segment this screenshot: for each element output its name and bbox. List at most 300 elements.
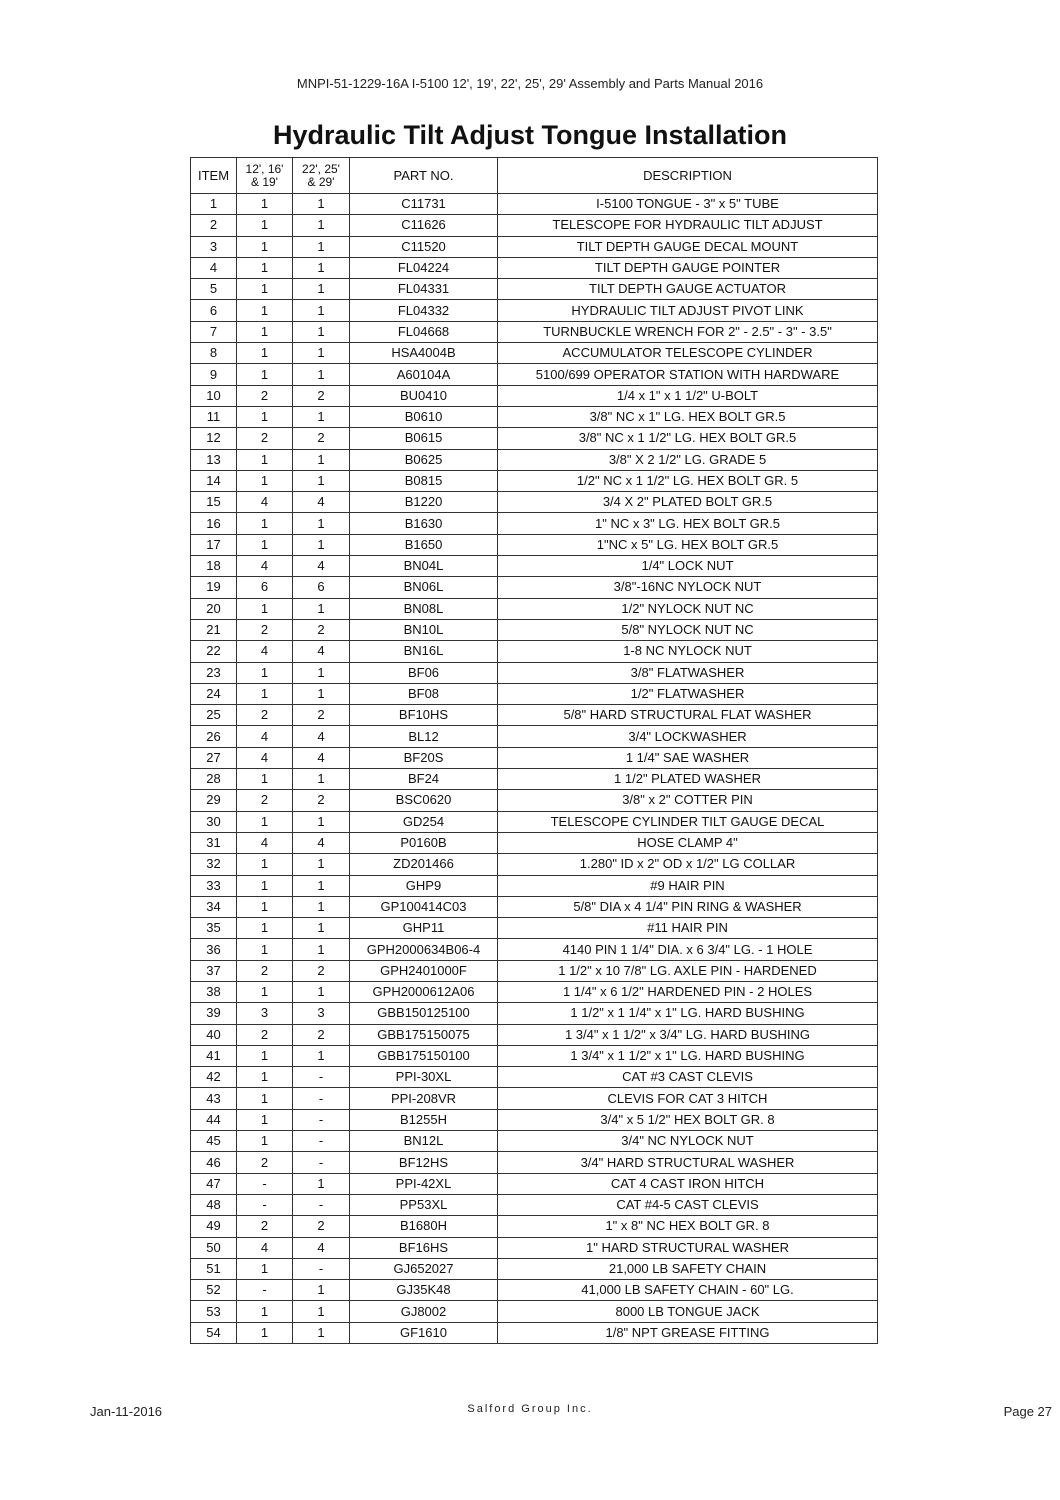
qty-small-cell: 3: [237, 1003, 293, 1024]
qty-small-cell: 4: [237, 492, 293, 513]
table-row: [191, 1237, 878, 1258]
description-cell: 1 1/4" x 6 1/2" HARDENED PIN - 2 HOLES: [498, 981, 878, 1002]
qty-large-cell: 4: [293, 832, 350, 853]
part-no-cell: GBB150125100: [350, 1003, 498, 1024]
item-cell: 52: [191, 1280, 237, 1301]
qty-small-cell: 4: [237, 726, 293, 747]
qty-large-cell: 4: [293, 726, 350, 747]
item-cell: 27: [191, 747, 237, 768]
description-cell: 1/4 x 1" x 1 1/2" U-BOLT: [498, 385, 878, 406]
item-cell: 35: [191, 918, 237, 939]
part-no-cell: GBB175150075: [350, 1024, 498, 1045]
part-no-cell: FL04224: [350, 257, 498, 278]
table-row: [191, 257, 878, 278]
qty-large-cell: 1: [293, 470, 350, 491]
table-row: [191, 406, 878, 427]
description-cell: 41,000 LB SAFETY CHAIN - 60" LG.: [498, 1280, 878, 1301]
description-cell: 1 3/4" x 1 1/2" x 1" LG. HARD BUSHING: [498, 1045, 878, 1066]
table-row: [191, 1322, 878, 1343]
table-row: [191, 598, 878, 619]
item-cell: 38: [191, 981, 237, 1002]
qty-large-cell: 2: [293, 619, 350, 640]
part-no-cell: GJ8002: [350, 1301, 498, 1322]
table-row: [191, 875, 878, 896]
item-cell: 17: [191, 534, 237, 555]
part-no-cell: BF20S: [350, 747, 498, 768]
table-row: [191, 1216, 878, 1237]
qty-large-cell: 2: [293, 705, 350, 726]
description-cell: 1/8" NPT GREASE FITTING: [498, 1322, 878, 1343]
qty-small-cell: 1: [237, 683, 293, 704]
table-row: [191, 1173, 878, 1194]
description-cell: 1 1/2" x 10 7/8" LG. AXLE PIN - HARDENED: [498, 960, 878, 981]
qty-large-cell: 1: [293, 236, 350, 257]
qty-large-cell: 1: [293, 1173, 350, 1194]
qty-large-cell: 1: [293, 215, 350, 236]
item-cell: 11: [191, 406, 237, 427]
description-cell: 3/4" HARD STRUCTURAL WASHER: [498, 1152, 878, 1173]
qty-small-cell: 1: [237, 236, 293, 257]
qty-small-cell: 1: [237, 896, 293, 917]
table-row: [191, 1258, 878, 1279]
qty-large-cell: 1: [293, 321, 350, 342]
item-cell: 22: [191, 641, 237, 662]
qty-small-cell: 1: [237, 662, 293, 683]
qty-large-cell: 1: [293, 257, 350, 278]
table-row: [191, 449, 878, 470]
qty-small-cell: 1: [237, 981, 293, 1002]
page-header: MNPI-51-1229-16A I-5100 12', 19', 22', 25', 29' Assembly and Parts Manual 2016: [296, 76, 764, 91]
part-no-cell: GJ35K48: [350, 1280, 498, 1301]
part-no-cell: BF10HS: [350, 705, 498, 726]
qty-small-cell: 1: [237, 875, 293, 896]
table-row: [191, 1280, 878, 1301]
table-row: [191, 428, 878, 449]
part-no-cell: C11626: [350, 215, 498, 236]
item-cell: 45: [191, 1131, 237, 1152]
part-no-cell: GBB175150100: [350, 1045, 498, 1066]
part-no-cell: GD254: [350, 811, 498, 832]
item-cell: 49: [191, 1216, 237, 1237]
qty-large-cell: 4: [293, 747, 350, 768]
table-row: [191, 918, 878, 939]
description-cell: CLEVIS FOR CAT 3 HITCH: [498, 1088, 878, 1109]
description-cell: TURNBUCKLE WRENCH FOR 2" - 2.5" - 3" - 3.5": [498, 321, 878, 342]
qty-large-cell: 1: [293, 300, 350, 321]
description-cell: 1/2" NC x 1 1/2" LG. HEX BOLT GR. 5: [498, 470, 878, 491]
qty-large-cell: 1: [293, 811, 350, 832]
qty-large-cell: -: [293, 1088, 350, 1109]
qty-large-cell: -: [293, 1131, 350, 1152]
item-cell: 8: [191, 343, 237, 364]
item-cell: 4: [191, 257, 237, 278]
description-cell: 3/8"-16NC NYLOCK NUT: [498, 577, 878, 598]
qty-small-cell: 1: [237, 1131, 293, 1152]
description-cell: HYDRAULIC TILT ADJUST PIVOT LINK: [498, 300, 878, 321]
description-cell: 1" HARD STRUCTURAL WASHER: [498, 1237, 878, 1258]
page-title: Hydraulic Tilt Adjust Tongue Installation: [272, 120, 788, 150]
qty-small-cell: 1: [237, 194, 293, 215]
table-row: [191, 513, 878, 534]
qty-small-cell: 1: [237, 918, 293, 939]
table-row: [191, 662, 878, 683]
table-row: [191, 1088, 878, 1109]
item-cell: 13: [191, 449, 237, 470]
part-no-cell: FL04668: [350, 321, 498, 342]
qty-small-cell: 1: [237, 513, 293, 534]
description-cell: 5/8" HARD STRUCTURAL FLAT WASHER: [498, 705, 878, 726]
item-cell: 50: [191, 1237, 237, 1258]
part-no-cell: BN12L: [350, 1131, 498, 1152]
qty-large-cell: 1: [293, 449, 350, 470]
qty-small-cell: 1: [237, 1301, 293, 1322]
part-no-cell: C11520: [350, 236, 498, 257]
qty-large-cell: 1: [293, 939, 350, 960]
part-no-cell: BF24: [350, 769, 498, 790]
item-cell: 25: [191, 705, 237, 726]
column-header-qty-small: [237, 158, 293, 194]
description-cell: 1 1/2" PLATED WASHER: [498, 769, 878, 790]
qty-small-cell: 4: [237, 641, 293, 662]
qty-small-cell: 2: [237, 790, 293, 811]
description-cell: TILT DEPTH GAUGE POINTER: [498, 257, 878, 278]
table-row: [191, 619, 878, 640]
qty-small-cell: 2: [237, 960, 293, 981]
qty-large-cell: -: [293, 1258, 350, 1279]
description-cell: 1"NC x 5" LG. HEX BOLT GR.5: [498, 534, 878, 555]
table-row: [191, 321, 878, 342]
qty-large-cell: -: [293, 1152, 350, 1173]
item-cell: 46: [191, 1152, 237, 1173]
part-no-cell: B0610: [350, 406, 498, 427]
part-no-cell: PPI-208VR: [350, 1088, 498, 1109]
qty-small-cell: 1: [237, 1109, 293, 1130]
description-cell: 1" x 8" NC HEX BOLT GR. 8: [498, 1216, 878, 1237]
qty-large-cell: 3: [293, 1003, 350, 1024]
description-cell: 3/8" x 2" COTTER PIN: [498, 790, 878, 811]
item-cell: 28: [191, 769, 237, 790]
item-cell: 33: [191, 875, 237, 896]
table-header-row: [191, 158, 878, 194]
table-row: [191, 194, 878, 215]
item-cell: 5: [191, 279, 237, 300]
item-cell: 43: [191, 1088, 237, 1109]
description-cell: 3/4" NC NYLOCK NUT: [498, 1131, 878, 1152]
part-no-cell: BF08: [350, 683, 498, 704]
qty-small-cell: -: [237, 1173, 293, 1194]
item-cell: 1: [191, 194, 237, 215]
table-row: [191, 811, 878, 832]
table-row: [191, 1045, 878, 1066]
description-cell: 1" NC x 3" LG. HEX BOLT GR.5: [498, 513, 878, 534]
qty-large-cell: 1: [293, 662, 350, 683]
description-cell: 1.280" ID x 2" OD x 1/2" LG COLLAR: [498, 854, 878, 875]
item-cell: 20: [191, 598, 237, 619]
item-cell: 9: [191, 364, 237, 385]
qty-large-cell: 1: [293, 343, 350, 364]
parts-table-body: [191, 194, 878, 1344]
qty-large-cell: 1: [293, 981, 350, 1002]
table-row: [191, 556, 878, 577]
item-cell: 16: [191, 513, 237, 534]
qty-large-cell: 1: [293, 194, 350, 215]
table-row: [191, 236, 878, 257]
table-row: [191, 705, 878, 726]
table-row: [191, 300, 878, 321]
qty-large-cell: 1: [293, 918, 350, 939]
qty-small-cell: 1: [237, 343, 293, 364]
part-no-cell: B1255H: [350, 1109, 498, 1130]
description-cell: TELESCOPE CYLINDER TILT GAUGE DECAL: [498, 811, 878, 832]
qty-large-cell: -: [293, 1194, 350, 1215]
qty-small-cell: 1: [237, 279, 293, 300]
item-cell: 39: [191, 1003, 237, 1024]
column-header-part-no: PART NO.: [350, 158, 498, 194]
qty-large-cell: 1: [293, 364, 350, 385]
part-no-cell: FL04332: [350, 300, 498, 321]
item-cell: 14: [191, 470, 237, 491]
part-no-cell: BN08L: [350, 598, 498, 619]
qty-large-cell: 2: [293, 428, 350, 449]
qty-small-cell: 4: [237, 1237, 293, 1258]
qty-small-cell: 1: [237, 854, 293, 875]
item-cell: 2: [191, 215, 237, 236]
table-row: [191, 343, 878, 364]
part-no-cell: B0615: [350, 428, 498, 449]
qty-large-cell: 1: [293, 279, 350, 300]
item-cell: 7: [191, 321, 237, 342]
qty-large-cell: 2: [293, 960, 350, 981]
part-no-cell: BF16HS: [350, 1237, 498, 1258]
qty-large-cell: 1: [293, 875, 350, 896]
part-no-cell: BF06: [350, 662, 498, 683]
part-no-cell: ZD201466: [350, 854, 498, 875]
table-row: [191, 470, 878, 491]
item-cell: 53: [191, 1301, 237, 1322]
table-row: [191, 215, 878, 236]
part-no-cell: FL04331: [350, 279, 498, 300]
description-cell: 5/8" DIA x 4 1/4" PIN RING & WASHER: [498, 896, 878, 917]
table-row: [191, 1109, 878, 1130]
part-no-cell: BN10L: [350, 619, 498, 640]
qty-small-cell: 1: [237, 1322, 293, 1343]
qty-large-cell: -: [293, 1109, 350, 1130]
table-row: [191, 1003, 878, 1024]
item-cell: 15: [191, 492, 237, 513]
table-row: [191, 1067, 878, 1088]
part-no-cell: HSA4004B: [350, 343, 498, 364]
table-row: [191, 385, 878, 406]
part-no-cell: C11731: [350, 194, 498, 215]
item-cell: 23: [191, 662, 237, 683]
item-cell: 47: [191, 1173, 237, 1194]
qty-large-cell: 4: [293, 556, 350, 577]
qty-small-cell: 2: [237, 1216, 293, 1237]
part-no-cell: BN04L: [350, 556, 498, 577]
table-row: [191, 854, 878, 875]
part-no-cell: B1680H: [350, 1216, 498, 1237]
table-row: [191, 641, 878, 662]
part-no-cell: GPH2000634B06-4: [350, 939, 498, 960]
column-header-qty-large-label: 22', 25' & 29': [302, 161, 340, 189]
qty-small-cell: 1: [237, 1067, 293, 1088]
table-row: [191, 790, 878, 811]
item-cell: 48: [191, 1194, 237, 1215]
qty-large-cell: 1: [293, 1301, 350, 1322]
description-cell: HOSE CLAMP 4": [498, 832, 878, 853]
qty-large-cell: 1: [293, 534, 350, 555]
item-cell: 40: [191, 1024, 237, 1045]
part-no-cell: B1630: [350, 513, 498, 534]
qty-small-cell: 4: [237, 832, 293, 853]
qty-large-cell: 1: [293, 769, 350, 790]
table-row: [191, 534, 878, 555]
table-row: [191, 747, 878, 768]
description-cell: 21,000 LB SAFETY CHAIN: [498, 1258, 878, 1279]
description-cell: 1/4" LOCK NUT: [498, 556, 878, 577]
part-no-cell: P0160B: [350, 832, 498, 853]
item-cell: 31: [191, 832, 237, 853]
description-cell: CAT 4 CAST IRON HITCH: [498, 1173, 878, 1194]
part-no-cell: GHP9: [350, 875, 498, 896]
description-cell: CAT #3 CAST CLEVIS: [498, 1067, 878, 1088]
item-cell: 26: [191, 726, 237, 747]
item-cell: 36: [191, 939, 237, 960]
part-no-cell: GJ652027: [350, 1258, 498, 1279]
description-cell: 1/2" FLATWASHER: [498, 683, 878, 704]
description-cell: 5/8" NYLOCK NUT NC: [498, 619, 878, 640]
part-no-cell: PPI-42XL: [350, 1173, 498, 1194]
item-cell: 29: [191, 790, 237, 811]
qty-large-cell: 1: [293, 1280, 350, 1301]
part-no-cell: GPH2401000F: [350, 960, 498, 981]
item-cell: 54: [191, 1322, 237, 1343]
table-row: [191, 1152, 878, 1173]
description-cell: TILT DEPTH GAUGE DECAL MOUNT: [498, 236, 878, 257]
item-cell: 18: [191, 556, 237, 577]
table-row: [191, 492, 878, 513]
qty-small-cell: 1: [237, 1088, 293, 1109]
qty-large-cell: 4: [293, 492, 350, 513]
table-row: [191, 1024, 878, 1045]
qty-small-cell: 2: [237, 385, 293, 406]
column-header-qty-large: [293, 158, 350, 194]
description-cell: 3/8" NC x 1" LG. HEX BOLT GR.5: [498, 406, 878, 427]
qty-small-cell: -: [237, 1194, 293, 1215]
table-row: [191, 960, 878, 981]
qty-large-cell: 1: [293, 896, 350, 917]
part-no-cell: BU0410: [350, 385, 498, 406]
qty-small-cell: 1: [237, 1258, 293, 1279]
description-cell: TELESCOPE FOR HYDRAULIC TILT ADJUST: [498, 215, 878, 236]
part-no-cell: B0815: [350, 470, 498, 491]
part-no-cell: BSC0620: [350, 790, 498, 811]
table-row: [191, 832, 878, 853]
description-cell: 5100/699 OPERATOR STATION WITH HARDWARE: [498, 364, 878, 385]
table-row: [191, 1301, 878, 1322]
qty-large-cell: 2: [293, 385, 350, 406]
description-cell: 3/4" LOCKWASHER: [498, 726, 878, 747]
description-cell: 3/8" FLATWASHER: [498, 662, 878, 683]
qty-small-cell: 2: [237, 428, 293, 449]
description-cell: CAT #4-5 CAST CLEVIS: [498, 1194, 878, 1215]
qty-small-cell: 1: [237, 598, 293, 619]
qty-small-cell: -: [237, 1280, 293, 1301]
qty-small-cell: 6: [237, 577, 293, 598]
qty-small-cell: 2: [237, 619, 293, 640]
part-no-cell: PPI-30XL: [350, 1067, 498, 1088]
description-cell: I-5100 TONGUE - 3" x 5" TUBE: [498, 194, 878, 215]
qty-large-cell: 1: [293, 1322, 350, 1343]
qty-small-cell: 1: [237, 449, 293, 470]
qty-small-cell: 2: [237, 1024, 293, 1045]
table-row: [191, 939, 878, 960]
qty-small-cell: 4: [237, 747, 293, 768]
qty-large-cell: 1: [293, 513, 350, 534]
column-header-item: ITEM: [191, 158, 237, 194]
part-no-cell: GF1610: [350, 1322, 498, 1343]
qty-large-cell: 1: [293, 683, 350, 704]
description-cell: ACCUMULATOR TELESCOPE CYLINDER: [498, 343, 878, 364]
part-no-cell: GP100414C03: [350, 896, 498, 917]
item-cell: 41: [191, 1045, 237, 1066]
description-cell: #9 HAIR PIN: [498, 875, 878, 896]
description-cell: 3/4 X 2" PLATED BOLT GR.5: [498, 492, 878, 513]
table-row: [191, 683, 878, 704]
description-cell: 1 3/4" x 1 1/2" x 3/4" LG. HARD BUSHING: [498, 1024, 878, 1045]
table-row: [191, 577, 878, 598]
table-row: [191, 1131, 878, 1152]
qty-large-cell: 2: [293, 1024, 350, 1045]
qty-large-cell: 4: [293, 1237, 350, 1258]
description-cell: 3/8" X 2 1/2" LG. GRADE 5: [498, 449, 878, 470]
qty-large-cell: 2: [293, 1216, 350, 1237]
qty-large-cell: 1: [293, 854, 350, 875]
qty-large-cell: 4: [293, 641, 350, 662]
table-row: [191, 364, 878, 385]
table-row: [191, 279, 878, 300]
part-no-cell: B1650: [350, 534, 498, 555]
qty-large-cell: -: [293, 1067, 350, 1088]
qty-large-cell: 1: [293, 598, 350, 619]
item-cell: 37: [191, 960, 237, 981]
column-header-qty-small-label: 12', 16' & 19': [245, 161, 284, 189]
footer-page-number: Page 27: [1003, 1404, 1052, 1419]
item-cell: 34: [191, 896, 237, 917]
parts-table: [190, 157, 878, 1344]
qty-small-cell: 1: [237, 406, 293, 427]
description-cell: 4140 PIN 1 1/4" DIA. x 6 3/4" LG. - 1 HOLE: [498, 939, 878, 960]
qty-small-cell: 1: [237, 939, 293, 960]
qty-small-cell: 1: [237, 470, 293, 491]
table-row: [191, 1194, 878, 1215]
item-cell: 32: [191, 854, 237, 875]
column-header-description: DESCRIPTION: [498, 158, 878, 194]
footer-company: Salford Group Inc.: [467, 1403, 593, 1415]
description-cell: 3/8" NC x 1 1/2" LG. HEX BOLT GR.5: [498, 428, 878, 449]
qty-small-cell: 1: [237, 364, 293, 385]
footer-date: Jan-11-2016: [90, 1404, 163, 1419]
part-no-cell: GPH2000612A06: [350, 981, 498, 1002]
qty-large-cell: 2: [293, 790, 350, 811]
qty-large-cell: 6: [293, 577, 350, 598]
qty-small-cell: 1: [237, 811, 293, 832]
item-cell: 42: [191, 1067, 237, 1088]
item-cell: 44: [191, 1109, 237, 1130]
item-cell: 30: [191, 811, 237, 832]
qty-large-cell: 1: [293, 406, 350, 427]
qty-small-cell: 2: [237, 705, 293, 726]
